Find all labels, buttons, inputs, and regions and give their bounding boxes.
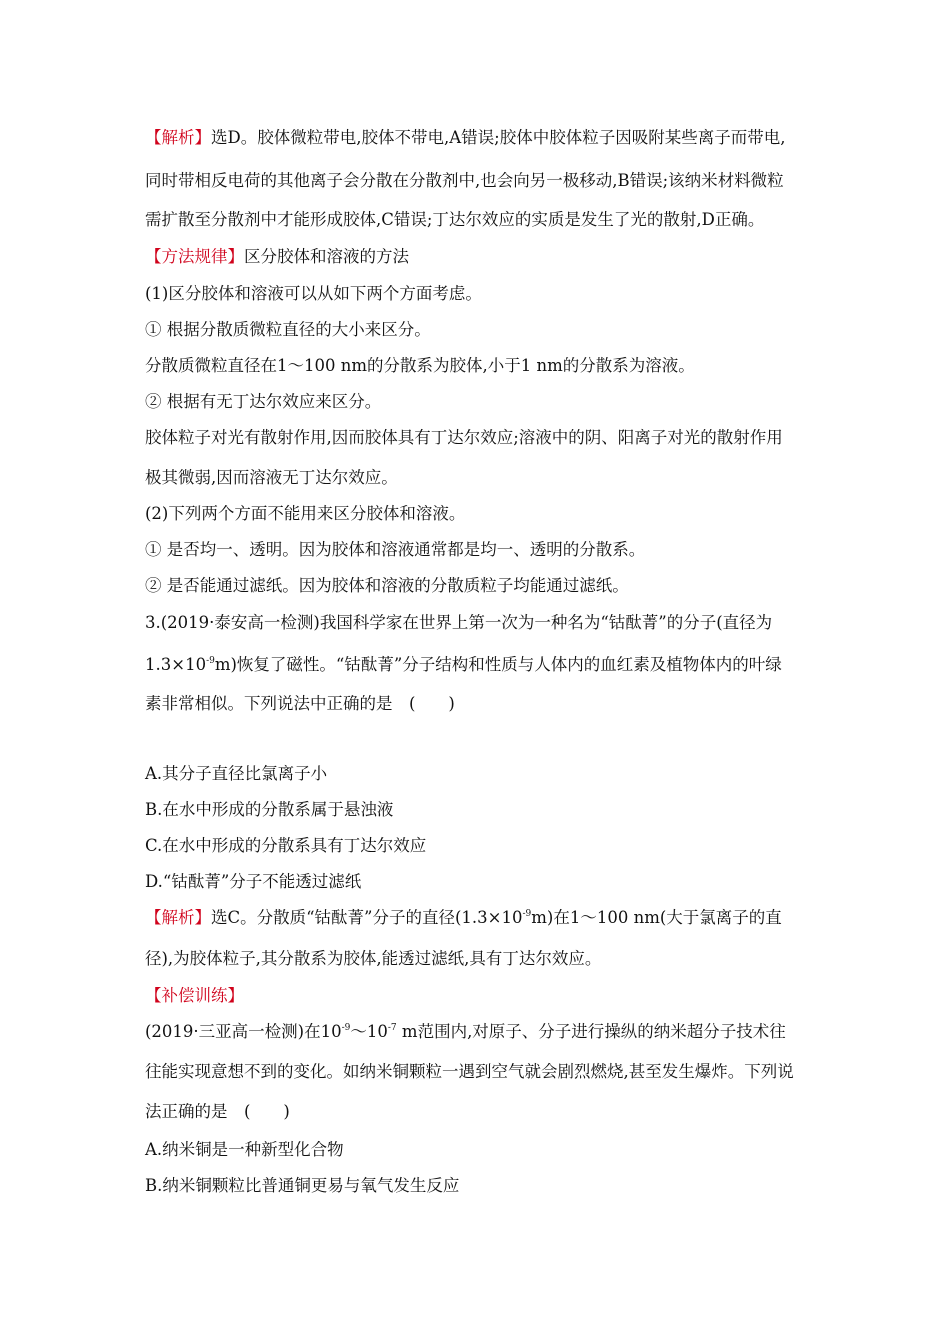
option-a: A.其分子直径比氯离子小: [145, 764, 328, 783]
method-paragraph-8: ② 是否能通过滤纸。因为胶体和溶液的分散质粒子均能通过滤纸。: [145, 576, 629, 595]
analysis-text: 选D。胶体微粒带电,胶体不带电,A错误;胶体中胶体粒子因吸附某些离子而带电,: [211, 128, 786, 147]
analysis-1-line-2: 同时带相反电荷的其他离子会分散在分散剂中,也会向另一极移动,B错误;该纳米材料微粒: [145, 171, 784, 190]
analysis-1-line-3: 需扩散至分散剂中才能形成胶体,C错误;丁达尔效应的实质是发生了光的散射,D正确。: [145, 210, 765, 229]
method-paragraph-3: 分散质微粒直径在1～100 nm的分散系为胶体,小于1 nm的分散系为溶液。: [145, 356, 695, 375]
method-paragraph-5a: 胶体粒子对光有散射作用,因而胶体具有丁达尔效应;溶液中的阴、阳离子对光的散射作用: [145, 428, 783, 447]
supplement-line-2: 往能实现意想不到的变化。如纳米铜颗粒一遇到空气就会剧烈燃烧,甚至发生爆炸。下列说: [145, 1062, 794, 1081]
analysis-2-line-1: [145, 904, 782, 928]
question-3-line-1: 3.(2019·泰安高一检测)我国科学家在世界上第一次为一种名为“钴酞菁”的分子(直径为: [145, 613, 773, 632]
method-paragraph-1: (1)区分胶体和溶液可以从如下两个方面考虑。: [145, 284, 482, 303]
method-heading: [145, 243, 409, 267]
supplement-option-a: A.纳米铜是一种新型化合物: [145, 1140, 344, 1159]
analysis-tag: 【解析】: [145, 128, 211, 147]
question-3-text: m)恢复了磁性。“钴酞菁”分子结构和性质与人体内的血红素及植物体内的叶绿: [214, 655, 782, 674]
analysis-tag: 【解析】: [145, 908, 211, 927]
supplement-line-1: [145, 1018, 786, 1042]
question-3-text: 1.3×10: [145, 655, 207, 674]
analysis-text: 选C。分散质“钴酞菁”分子的直径(1.3×10: [211, 908, 523, 927]
method-title: 区分胶体和溶液的方法: [244, 247, 409, 266]
exponent: -9: [206, 656, 215, 666]
exponent: -9: [341, 1023, 351, 1033]
method-paragraph-6: (2)下列两个方面不能用来区分胶体和溶液。: [145, 504, 466, 523]
supplement-tag: 【补偿训练】: [145, 986, 244, 1005]
supplement-text: m范围内,对原子、分子进行操纵的纳米超分子技术往: [396, 1022, 786, 1041]
method-paragraph-5b: 极其微弱,因而溶液无丁达尔效应。: [145, 468, 398, 487]
supplement-line-3: 法正确的是 ( ): [145, 1102, 290, 1121]
supplement-text: (2019·三亚高一检测)在10: [145, 1022, 342, 1041]
question-3-line-2: [145, 651, 782, 675]
analysis-2-line-2: 径),为胶体粒子,其分散系为胶体,能透过滤纸,具有丁达尔效应。: [145, 949, 602, 968]
option-c: C.在水中形成的分散系具有丁达尔效应: [145, 836, 427, 855]
method-paragraph-7: ① 是否均一、透明。因为胶体和溶液通常都是均一、透明的分散系。: [145, 540, 646, 559]
method-paragraph-4: ② 根据有无丁达尔效应来区分。: [145, 392, 382, 411]
exponent: -9: [522, 909, 532, 919]
method-paragraph-2: ① 根据分散质微粒直径的大小来区分。: [145, 320, 431, 339]
supplement-heading: [145, 982, 244, 1006]
method-tag: 【方法规律】: [145, 247, 244, 266]
option-b: B.在水中形成的分散系属于悬浊液: [145, 800, 394, 819]
supplement-option-b: B.纳米铜颗粒比普通铜更易与氧气发生反应: [145, 1176, 460, 1195]
analysis-text: m)在1～100 nm(大于氯离子的直: [531, 908, 782, 927]
question-3-line-3: 素非常相似。下列说法中正确的是 ( ): [145, 694, 455, 713]
option-d: D.“钴酞菁”分子不能透过滤纸: [145, 872, 362, 891]
supplement-text: ～10: [350, 1022, 388, 1041]
analysis-1-line-1: [145, 124, 785, 148]
exponent: -7: [387, 1023, 397, 1033]
